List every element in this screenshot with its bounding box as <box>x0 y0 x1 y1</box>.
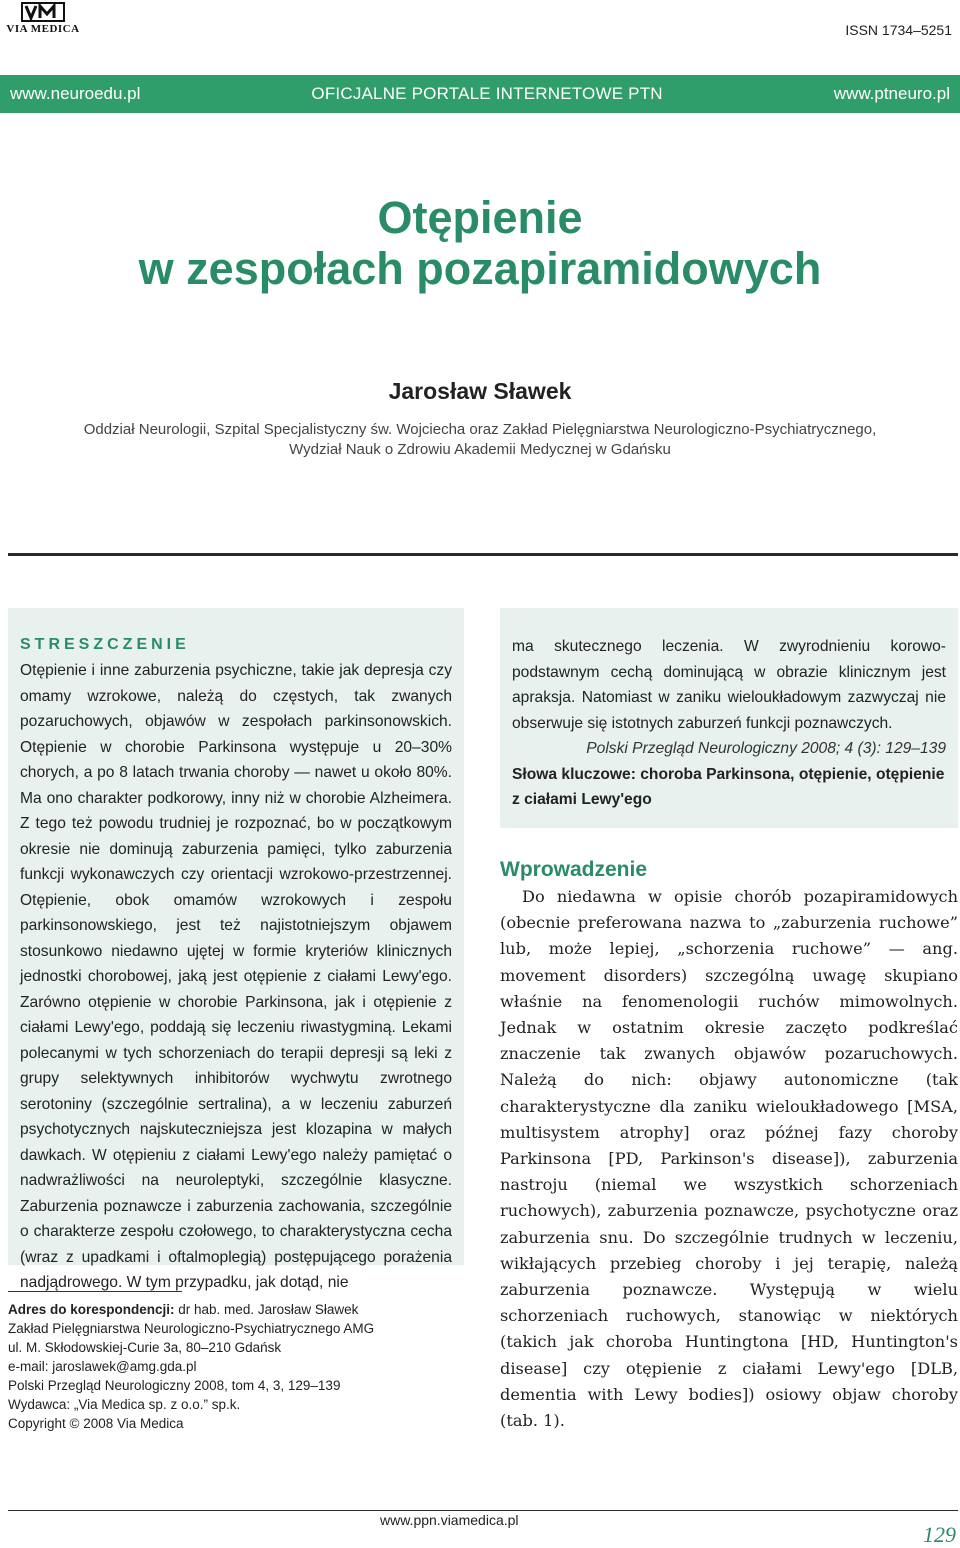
article-title <box>0 192 960 294</box>
link-ptneuro[interactable]: www.ptneuro.pl <box>833 84 950 103</box>
correspondence-line-2: Zakład Pielęgniarstwa Neurologiczno-Psychiatrycznego AMG <box>8 1321 375 1336</box>
correspondence-copyright: Copyright © 2008 Via Medica <box>8 1416 184 1431</box>
correspondence-label: Adres do korespondencji: <box>8 1302 175 1317</box>
affiliation <box>0 420 960 460</box>
introduction-heading: Wprowadzenie <box>500 858 648 881</box>
abstract-text: Otępienie i inne zaburzenia psychiczne, takie jak depresja czy omamy wzrokowe, należą do częstych, tak zwanych pozaruchowych, objawów w zespołach parkinsonowskich. Otępienie w chorobie Parkinsona występuje u 20–30% chorych, a po 8 latach trwania choroby — nawet u około 80%. Ma ono charakter podkorowy, inny niż w chorobie Alzheimera. Z tego też powodu trudniej je rozpoznać, bo w początkowym okresie nie dominują zaburzenia pamięci, tylko zaburzenia funkcji wykonawczych czy orientacji wzrokowo-przestrzennej. Otępienie, obok omamów wzrokowych i zespołu parkinsonowskiego, jest też najistotniejszym objawem stosunkowo niedawno ujętej w formie kryteriów klinicznych jednostki chorobowej, jaką jest otępienie z ciałami Lewy'ego. Zarówno otępienie w chorobie Parkinsona, jak i otępienie z ciałami Lewy'ego, poddają się leczeniu riwastygminą. Lekami polecanymi w tych schorzeniach do terapii depresji są leki z grupy selektywnych inhibitorów wychwytu zwrotnego serotoniny (szczególnie sertralina), a w leczeniu zaburzeń psychotycznych najskuteczniejsza jest klozapina w małych dawkach. W otępieniu z ciałami Lewy'ego należy pamiętać o nadwrażliwości na neuroleptyki, szczególnie klasyczne. Zaburzenia poznawcze i zaburzenia zachowania, szczególnie o charakterze zespołu czołowego, to charakterystyczna cecha (wraz z upadkami i oftalmoplegią) postępującego porażenia nadjądrowego. W tym przypadku, jak dotąd, nie <box>20 662 452 1291</box>
title-line-1: Otępienie <box>377 192 583 243</box>
correspondence-line-6: Wydawca: „Via Medica sp. z o.o.” sp.k. <box>8 1397 241 1412</box>
via-medica-logo <box>6 2 80 36</box>
correspondence-line-1 <box>8 1300 488 1319</box>
introduction-text: Do niedawna w opisie chorób pozapiramidowych (obecnie preferowana nazwa to „zaburzenia ruchowe” lub, może lepiej, „schorzenia ruchowe” — ang. movement disorders) szczególną uwagę skupiano właśnie na fenomenologii ruchów mimowolnych. Jednak w ostatnim okresie zaczęto podkreślać znaczenie tak zwanych objawów pozaruchowych. Należą do nich: objawy autonomiczne (tak charakterystyczne dla zaniku wieloukładowego [MSA, multisystem atrophy] oraz późnej fazy choroby Parkinsona [PD, Parkinson's disease]), zaburzenia nastroju (niemal we wszystkich schorzeniach ruchowych), zaburzenia poznawcze, psychotyczne oraz zaburzenia snu. Do szczególnie trudnych w leczeniu, wikłających przebieg choroby i jej terapię, należą zaburzenia poznawcze. Występują w wielu schorzeniach ruchowych, stanowiąc w niektórych (takich jak choroba Huntingtona [HD, Huntington's disease] czy otępienie z ciałami Lewy'ego [DLB, dementia with Lewy bodies]) osiowy objaw choroby (tab. 1). <box>500 887 958 1431</box>
correspondence-line-3: ul. M. Skłodowskiej-Curie 3a, 80–210 Gdańsk <box>8 1340 282 1355</box>
footer-url[interactable]: www.ppn.viamedica.pl <box>380 1512 519 1528</box>
abstract-heading: STRESZCZENIE <box>20 636 190 653</box>
correspondence-block <box>8 1300 488 1433</box>
correspondence-email[interactable]: e-mail: jaroslawek@amg.gda.pl <box>8 1359 197 1374</box>
abstract-text-continued: ma skutecznego leczenia. W zwyrodnieniu korowo-podstawnym cechą dominującą w obrazie klinicznym jest apraksja. Natomiast w zaniku wieloukładowym zazwyczaj nie obserwuje się istotnych zaburzeń funkcji poznawczych. <box>512 638 946 732</box>
portal-bar <box>0 75 960 113</box>
affiliation-line-1: Oddział Neurologii, Szpital Specjalistyczny św. Wojciecha oraz Zakład Pielęgniarstwa Neurologiczno-Psychiatrycznego, <box>83 421 877 438</box>
abstract-box <box>8 608 464 1291</box>
correspondence-divider <box>8 1291 182 1292</box>
correspondence-line-5: Polski Przegląd Neurologiczny 2008, tom 4, 3, 129–139 <box>8 1378 341 1393</box>
title-line-2: w zespołach pozapiramidowych <box>138 243 822 294</box>
portal-bar-title: OFICJALNE PORTALE INTERNETOWE PTN <box>311 84 663 103</box>
abstract-box-continued <box>500 608 958 828</box>
vm-logo-icon <box>21 2 65 22</box>
footer-divider <box>8 1510 958 1511</box>
page-number: 129 <box>923 1522 956 1547</box>
keywords-line-1: Słowa kluczowe: choroba Parkinsona, otępienie, otępienie <box>512 765 945 783</box>
author-name: Jarosław Sławek <box>388 378 572 404</box>
correspondence-name: dr hab. med. Jarosław Sławek <box>174 1302 359 1317</box>
abstract-citation: Polski Przegląd Neurologiczny 2008; 4 (3): 129–139 <box>586 740 946 757</box>
header-divider <box>8 553 958 556</box>
affiliation-line-2: Wydział Nauk o Zdrowiu Akademii Medycznej w Gdańsku <box>289 441 671 458</box>
issn: ISSN 1734–5251 <box>845 22 952 38</box>
logo-text: VIA MEDICA <box>6 23 80 35</box>
link-neuroedu[interactable]: www.neuroedu.pl <box>10 84 141 103</box>
keywords-line-2: z ciałami Lewy'ego <box>512 791 652 808</box>
